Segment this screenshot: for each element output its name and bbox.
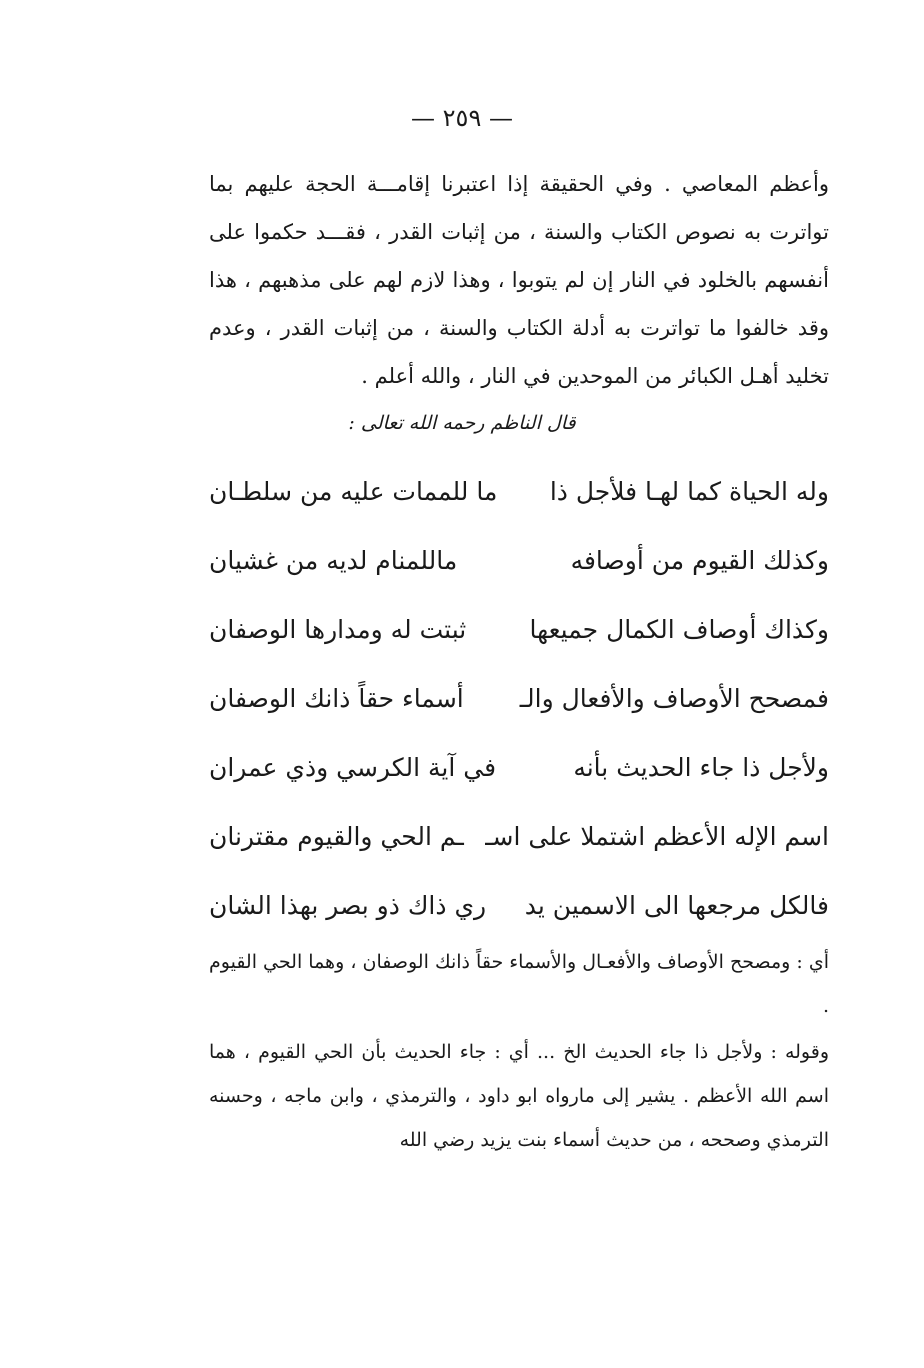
verse: [209, 534, 829, 603]
commentary-paragraph: أي : ومصحح الأوصاف والأفعـال والأسماء حقاً ذانك الوصفان ، وهما الحي القيوم .: [209, 951, 829, 1017]
verse: [209, 741, 829, 810]
verse-second-hemistich: ري ذاك ذو بصر بهذا الشان: [209, 891, 487, 920]
verse: [209, 465, 829, 534]
poem-heading: قال الناظم رحمه الله تعالى :: [348, 412, 576, 434]
verse: [209, 672, 829, 741]
verse: [209, 810, 829, 879]
verse-first-hemistich: فالكل مرجعها الى الاسمين يد: [524, 891, 829, 920]
verse-first-hemistich: اسم الإله الأعظم اشتملا على اسـ: [485, 822, 829, 851]
poem-verses: [209, 465, 829, 948]
verse: [209, 879, 829, 948]
verse-second-hemistich: ـم الحي والقيوم مقترنان: [209, 822, 464, 851]
commentary-paragraph: وقوله : ولأجل ذا جاء الحديث الخ ... أي : جاء الحديث بأن الحي القيوم ، هما اسم الله الأعظم . يشير إلى مارواه ابو داود ، والترمذي ، وابن ماجه ، وحسنه الترمذي وصححه ، من حديث أسماء بنت يزيد رضي الله: [209, 1041, 829, 1151]
verse-second-hemistich: ثبتت له ومدارها الوصفان: [209, 615, 467, 644]
verse-second-hemistich: أسماء حقاً ذانك الوصفان: [209, 684, 464, 713]
verse-second-hemistich: ما للممات عليه من سلطـان: [209, 477, 498, 506]
verse-first-hemistich: ولأجل ذا جاء الحديث بأنه: [573, 753, 829, 782]
verse: [209, 603, 829, 672]
verse-first-hemistich: وكذاك أوصاف الكمال جميعها: [529, 615, 829, 644]
verse-first-hemistich: وكذلك القيوم من أوصافه: [570, 546, 829, 575]
verse-first-hemistich: فمصحح الأوصاف والأفعال والـ: [519, 684, 829, 713]
prose-paragraph: وأعظم المعاصي . وفي الحقيقة إذا اعتبرنا إقامـــة الحجة عليهم بما تواترت به نصوص الكتاب والسنة ، من إثبات القدر ، فقـــد حكموا على أنفسهم بالخلود في النار إن لم يتوبوا ، وهذا لازم لهم على مذهبهم ، هذا وقد خالفوا ما تواترت به أدلة الكتاب والسنة ، من إثبات القدر ، وعدم تخليد أهـل الكبائر من الموحدين في النار ، والله أعلم .: [209, 172, 829, 388]
page-number: — ٢٥٩ —: [411, 104, 513, 132]
verse-second-hemistich: ماللمنام لديه من غشيان: [209, 546, 458, 575]
verse-second-hemistich: في آية الكرسي وذي عمران: [209, 753, 497, 782]
verse-first-hemistich: وله الحياة كما لهـا فلأجل ذا: [549, 477, 829, 506]
